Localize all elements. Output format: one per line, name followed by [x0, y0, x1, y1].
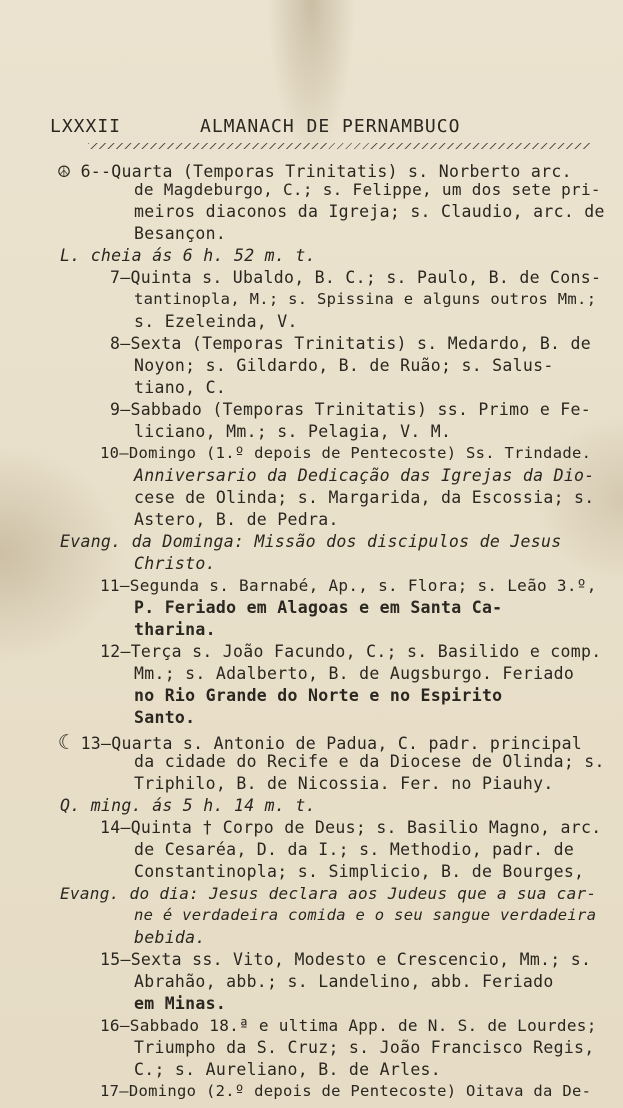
page-title: ALMANACH DE PERNAMBUCO — [200, 116, 461, 137]
entry-line: 11—Segunda s. Barnabé, Ap., s. Flora; s. Leão 3.º, — [100, 576, 597, 595]
moon-phase-line: L. cheia ás 6 h. 52 m. t. — [60, 246, 316, 265]
entry-line: cese de Olinda; s. Margarida, da Escossia; s. — [134, 488, 595, 507]
holiday-line: no Rio Grande do Norte e no Espirito — [134, 686, 503, 705]
gospel-line: Christo. — [134, 554, 216, 573]
page-header — [50, 116, 553, 138]
moon-phase-line: Q. ming. ás 5 h. 14 m. t. — [60, 796, 316, 815]
entry-line: C.; s. Aureliano, B. de Arles. — [134, 1060, 442, 1079]
entry-line: 14—Quinta † Corpo de Deus; s. Basilio Magno, arc. — [100, 818, 602, 837]
entry-line: ☾ 13—Quarta s. Antonio de Padua, C. padr. principal — [58, 730, 583, 754]
holiday-line: P. Feriado em Alagoas e em Santa Ca- — [134, 598, 503, 617]
entry-line: liciano, Mm.; s. Pelagia, V. M. — [134, 422, 452, 441]
entry-line: Constantinopla; s. Simplicio, B. de Bourges, — [134, 862, 585, 881]
entry-line: Besançon. — [134, 224, 227, 243]
entry-line: Abrahão, abb.; s. Landelino, abb. Feriado — [134, 972, 554, 991]
holiday-line: em Minas. — [134, 994, 227, 1013]
quarter-moon-icon: ☾ — [58, 730, 71, 754]
page-number: LXXXII — [50, 116, 122, 137]
entry-line: 7—Quinta s. Ubaldo, B. C.; s. Paulo, B. de Cons- — [110, 268, 602, 287]
entry-line: 15—Sexta ss. Vito, Modesto e Crescencio, Mm.; s. — [100, 950, 592, 969]
entry-line: da cidade do Recife e da Diocese de Olinda; s. — [134, 752, 605, 771]
entry-line: 10—Domingo (1.º depois de Pentecoste) Ss. Trindade. — [100, 444, 592, 462]
entry-line: 9—Sabbado (Temporas Trinitatis) ss. Primo e Fe- — [110, 400, 591, 419]
entry-line: Mm.; s. Adalberto, B. de Augsburgo. Feriado — [134, 664, 575, 683]
full-moon-icon: ☮ — [58, 158, 71, 182]
decorative-rule — [88, 143, 590, 149]
entry-line: s. Ezeleinda, V. — [134, 312, 298, 331]
entry-line: 16—Sabbado 18.ª e ultima App. de N. S. de Lourdes; — [100, 1016, 597, 1035]
entry-line: de Magdeburgo, C.; s. Felippe, um dos sete pri- — [134, 180, 601, 199]
entry-line: de Cesaréa, D. da I.; s. Methodio, padr. de — [134, 840, 575, 859]
holiday-line: Santo. — [134, 708, 196, 727]
entry-line: 12—Terça s. João Facundo, C.; s. Basilido e comp. — [100, 642, 602, 661]
gospel-line: Evang. do dia: Jesus declara aos Judeus que a sua car- — [60, 884, 597, 903]
entry-line: Anniversario da Dedicação das Igrejas da Dio- — [134, 466, 595, 485]
gospel-line: ne é verdadeira comida e o seu sangue verdadeira — [134, 906, 597, 924]
entry-line: meiros diaconos da Igreja; s. Claudio, arc. de — [134, 202, 605, 221]
entry-line: Astero, B. de Pedra. — [134, 510, 339, 529]
entry-line: Triphilo, B. de Nicossia. Fer. no Piauhy. — [134, 774, 554, 793]
gospel-line: Evang. da Dominga: Missão dos discipulos de Jesus — [60, 532, 562, 551]
entry-line: tiano, C. — [134, 378, 227, 397]
entry-line: 17—Domingo (2.º depois de Pentecoste) Oitava da De- — [100, 1082, 592, 1100]
entry-line: 8—Sexta (Temporas Trinitatis) s. Medardo, B. de — [110, 334, 591, 353]
gospel-line: bebida. — [134, 928, 206, 947]
entry-line: Triumpho da S. Cruz; s. João Francisco Regis, — [134, 1038, 595, 1057]
entry-line: Noyon; s. Gildardo, B. de Ruão; s. Salus- — [134, 356, 554, 375]
entry-line: tantinopla, M.; s. Spissina e alguns outros Mm.; — [134, 290, 597, 308]
entry-line: ☮ 6--Quarta (Temporas Trinitatis) s. Norberto arc. — [58, 158, 572, 182]
holiday-line: tharina. — [134, 620, 216, 639]
